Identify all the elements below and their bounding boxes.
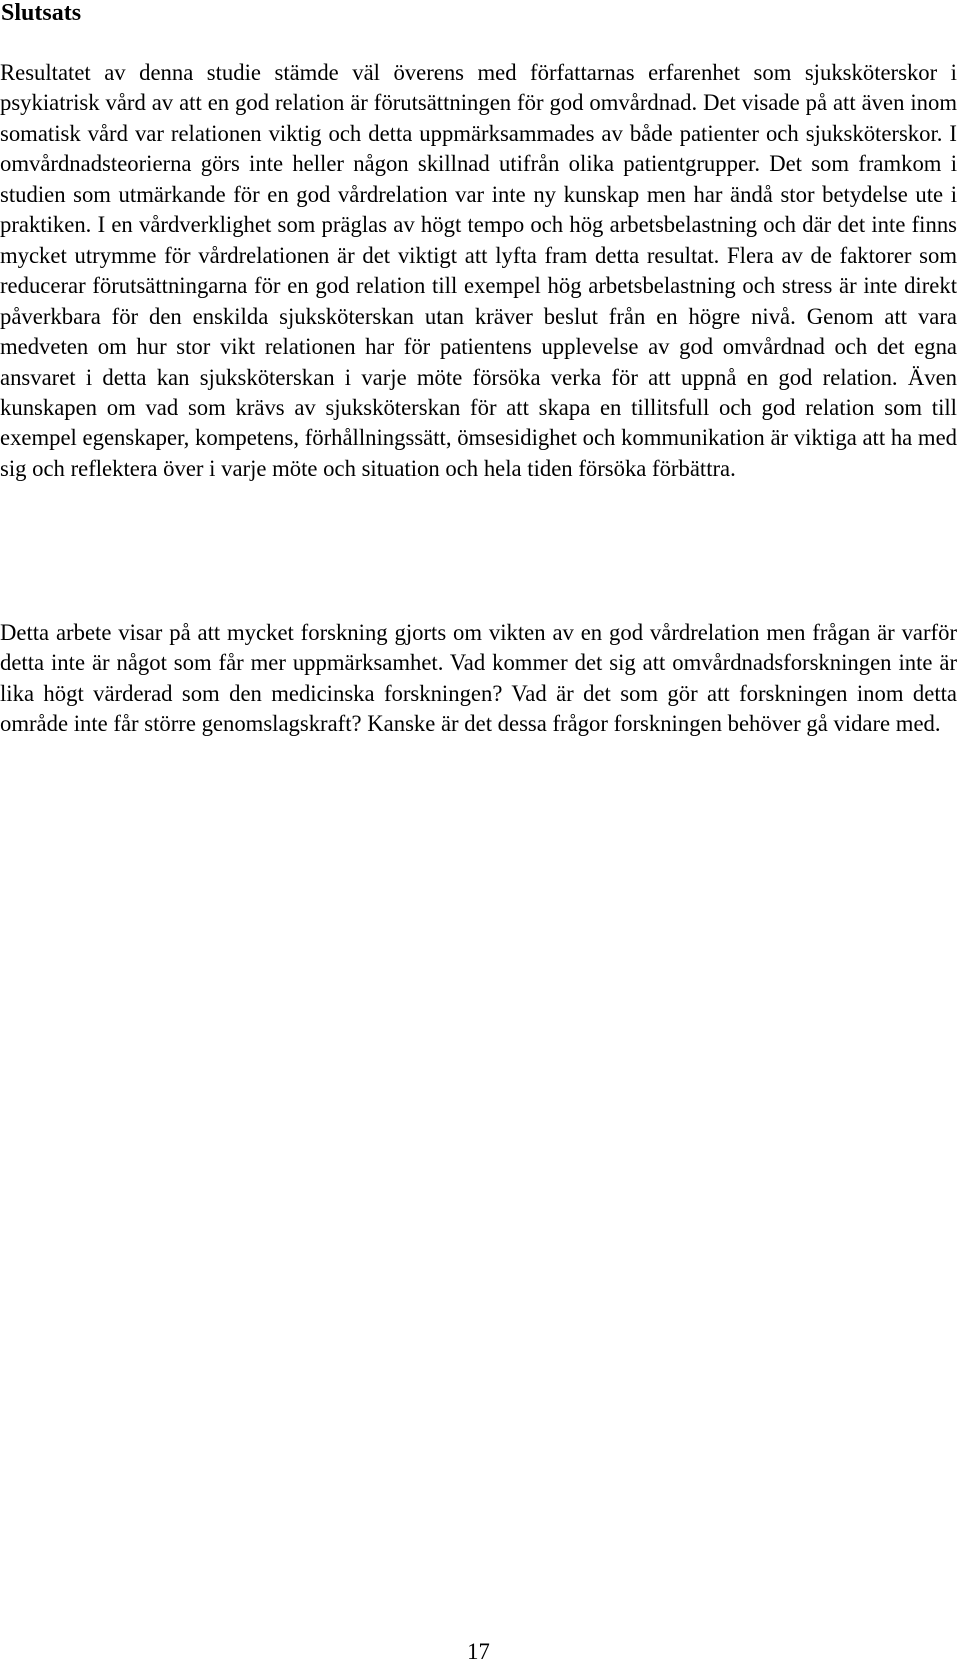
section-heading: Slutsats <box>1 0 82 26</box>
body-paragraph-1: Resultatet av denna studie stämde väl överens med författarnas erfarenhet som sjuksköterskor i psykiatrisk vård av att en god relation är förutsättningen för god omvårdnad. Det visade på att även inom somatisk vård var relationen viktig och detta uppmärksammades av både patienter och sjuksköterskor. I omvårdnadsteorierna görs inte heller någon skillnad utifrån olika patientgrupper. Det som framkom i studien som utmärkande för en god vårdrelation var inte ny kunskap men har ändå stor betydelse ute i praktiken. I en vårdverklighet som präglas av högt tempo och hög arbetsbelastning och där det inte finns mycket utrymme för vårdrelationen är det viktigt att lyfta fram detta resultat. Flera av de faktorer som reducerar förutsättningarna för en god relation till exempel hög arbetsbelastning och stress är inte direkt påverkbara för den enskilda sjuksköterskan utan kräver beslut från en högre nivå. Genom att vara medveten om hur stor vikt relationen har för patientens upplevelse av god omvårdnad och det egna ansvaret i detta kan sjuksköterskan i varje möte försöka verka för att uppnå en god relation. Även kunskapen om vad som krävs av sjuksköterskan för att skapa en tillitsfull och god relation som till exempel egenskaper, kompetens, förhållningssätt, ömsesidighet och kommunikation är viktiga att ha med sig och reflektera över i varje möte och situation och hela tiden försöka förbättra. <box>0 60 957 481</box>
body-paragraph-2: Detta arbete visar på att mycket forskning gjorts om vikten av en god vårdrelation men frågan är varför detta inte är något som får mer uppmärksamhet. Vad kommer det sig att omvårdnadsforskningen inte är lika högt värderad som den medicinska forskningen? Vad är det som gör att forskningen inom detta område inte får större genomslagskraft? Kanske är det dessa frågor forskningen behöver gå vidare med. <box>0 620 957 737</box>
page-number: 17 <box>467 1639 490 1664</box>
